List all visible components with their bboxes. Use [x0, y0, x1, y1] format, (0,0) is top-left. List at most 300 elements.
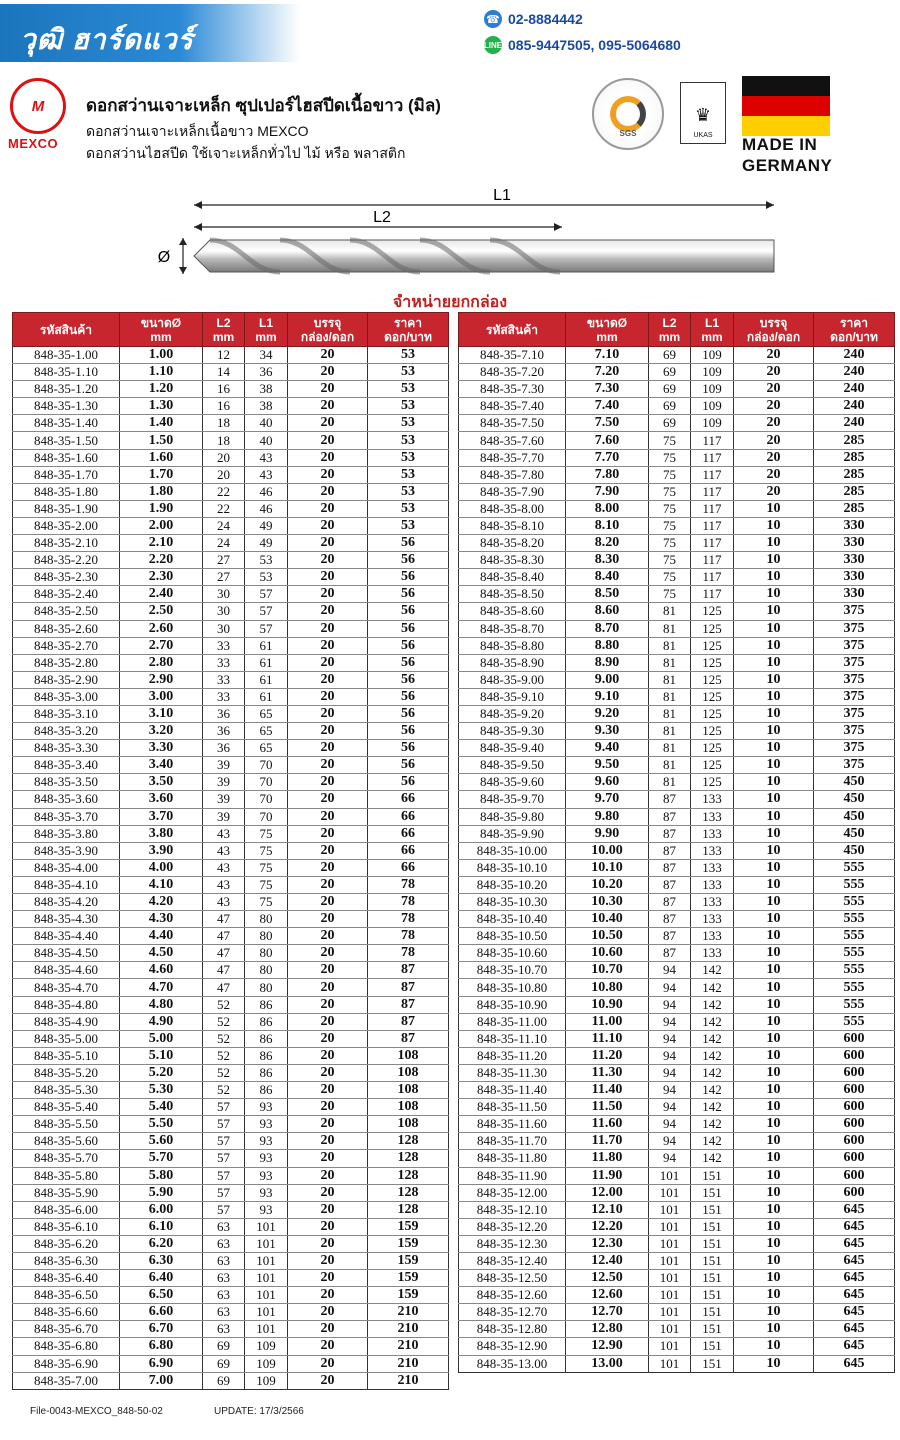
col-l2: L2 mm [203, 313, 245, 347]
cell-price: 375 [814, 688, 895, 705]
cell-code: 848-35-7.50 [459, 415, 566, 432]
table-row [459, 1201, 895, 1218]
cell-price: 87 [368, 979, 449, 996]
cell-pack: 10 [734, 535, 814, 552]
cell-code: 848-35-6.00 [13, 1201, 120, 1218]
cell-l1: 109 [691, 381, 734, 398]
table-row [13, 1082, 449, 1099]
cell-size: 6.10 [120, 1218, 203, 1235]
cell-pack: 20 [288, 1338, 368, 1355]
cell-price: 555 [814, 859, 895, 876]
cell-price: 375 [814, 723, 895, 740]
table-row [13, 979, 449, 996]
cell-l2: 43 [203, 859, 245, 876]
cell-price: 53 [368, 517, 449, 534]
cell-l1: 125 [691, 603, 734, 620]
cell-l1: 151 [691, 1355, 734, 1372]
table-row [459, 1235, 895, 1252]
cell-price: 159 [368, 1270, 449, 1287]
l2-label: L2 [373, 209, 391, 226]
cell-l1: 86 [245, 1064, 288, 1081]
cell-price: 555 [814, 996, 895, 1013]
cell-l1: 61 [245, 637, 288, 654]
table-row [13, 671, 449, 688]
cell-price: 645 [814, 1287, 895, 1304]
cell-code: 848-35-11.20 [459, 1047, 566, 1064]
cell-size: 12.90 [566, 1338, 649, 1355]
cell-l1: 101 [245, 1270, 288, 1287]
col-code: รหัสสินค้า [459, 313, 566, 347]
cell-code: 848-35-8.00 [459, 500, 566, 517]
cell-l2: 36 [203, 740, 245, 757]
col-size: ขนาดØ mm [566, 313, 649, 347]
cell-price: 450 [814, 842, 895, 859]
cell-price: 450 [814, 825, 895, 842]
cell-code: 848-35-2.80 [13, 654, 120, 671]
cell-price: 330 [814, 517, 895, 534]
cell-l1: 151 [691, 1218, 734, 1235]
cell-code: 848-35-10.00 [459, 842, 566, 859]
cell-code: 848-35-7.20 [459, 364, 566, 381]
table-row [13, 859, 449, 876]
table-row [13, 603, 449, 620]
cell-code: 848-35-4.90 [13, 1013, 120, 1030]
cell-pack: 20 [288, 449, 368, 466]
cell-price: 210 [368, 1338, 449, 1355]
cell-l1: 101 [245, 1218, 288, 1235]
cell-price: 56 [368, 740, 449, 757]
cell-price: 159 [368, 1287, 449, 1304]
cell-size: 1.00 [120, 347, 203, 364]
table-row [13, 1099, 449, 1116]
cell-code: 848-35-10.80 [459, 979, 566, 996]
cell-l2: 24 [203, 535, 245, 552]
cell-price: 375 [814, 740, 895, 757]
cell-pack: 10 [734, 808, 814, 825]
cell-l1: 117 [691, 552, 734, 569]
table-row [459, 774, 895, 791]
germany-flag-icon [742, 76, 830, 136]
cell-size: 7.80 [566, 466, 649, 483]
cell-code: 848-35-7.10 [459, 347, 566, 364]
cell-price: 555 [814, 928, 895, 945]
cell-code: 848-35-12.00 [459, 1184, 566, 1201]
cell-price: 555 [814, 979, 895, 996]
cell-size: 8.10 [566, 517, 649, 534]
cell-l1: 109 [245, 1372, 288, 1389]
cell-l1: 93 [245, 1201, 288, 1218]
cell-price: 600 [814, 1047, 895, 1064]
cell-size: 10.60 [566, 945, 649, 962]
cell-code: 848-35-12.90 [459, 1338, 566, 1355]
cell-size: 6.20 [120, 1235, 203, 1252]
cell-size: 11.10 [566, 1030, 649, 1047]
cell-l2: 81 [649, 654, 691, 671]
cell-size: 5.80 [120, 1167, 203, 1184]
cell-price: 56 [368, 552, 449, 569]
cell-size: 10.40 [566, 911, 649, 928]
cell-price: 56 [368, 757, 449, 774]
col-code: รหัสสินค้า [13, 313, 120, 347]
cell-size: 7.60 [566, 432, 649, 449]
cell-size: 6.90 [120, 1355, 203, 1372]
cell-l2: 12 [203, 347, 245, 364]
cell-pack: 20 [288, 1167, 368, 1184]
cell-price: 600 [814, 1030, 895, 1047]
cell-size: 10.10 [566, 859, 649, 876]
cell-code: 848-35-2.00 [13, 517, 120, 534]
cell-price: 210 [368, 1355, 449, 1372]
table-row [13, 1372, 449, 1389]
cell-code: 848-35-7.70 [459, 449, 566, 466]
cell-pack: 20 [734, 398, 814, 415]
table-row [13, 347, 449, 364]
cell-l2: 36 [203, 705, 245, 722]
cell-price: 285 [814, 500, 895, 517]
cell-pack: 10 [734, 1064, 814, 1081]
cell-l2: 33 [203, 654, 245, 671]
cell-l2: 81 [649, 757, 691, 774]
cell-size: 12.40 [566, 1252, 649, 1269]
table-row [459, 603, 895, 620]
cell-price: 600 [814, 1082, 895, 1099]
cell-code: 848-35-1.20 [13, 381, 120, 398]
cell-size: 9.10 [566, 688, 649, 705]
table-row [459, 586, 895, 603]
cell-price: 375 [814, 637, 895, 654]
footer-file-id: File-0043-MEXCO_848-50-02 [30, 1406, 163, 1417]
cell-size: 1.60 [120, 449, 203, 466]
table-row [459, 364, 895, 381]
cell-price: 53 [368, 347, 449, 364]
cell-pack: 20 [734, 364, 814, 381]
cell-pack: 10 [734, 1082, 814, 1099]
diameter-label: Ø [157, 249, 171, 266]
cell-l2: 63 [203, 1218, 245, 1235]
cell-price: 66 [368, 808, 449, 825]
table-row [459, 552, 895, 569]
line-contact[interactable] [484, 36, 681, 54]
cell-size: 9.90 [566, 825, 649, 842]
cell-size: 6.50 [120, 1287, 203, 1304]
cell-l2: 30 [203, 620, 245, 637]
cell-price: 600 [814, 1167, 895, 1184]
cell-l1: 70 [245, 808, 288, 825]
cell-size: 3.70 [120, 808, 203, 825]
table-row [13, 791, 449, 808]
cell-l2: 57 [203, 1167, 245, 1184]
line-icon: LINE [484, 36, 502, 54]
cell-price: 87 [368, 1030, 449, 1047]
cell-l2: 20 [203, 449, 245, 466]
cell-size: 4.10 [120, 876, 203, 893]
cell-l1: 75 [245, 842, 288, 859]
cell-l1: 151 [691, 1338, 734, 1355]
cell-pack: 20 [288, 774, 368, 791]
table-row [459, 1133, 895, 1150]
cell-price: 555 [814, 911, 895, 928]
cell-price: 53 [368, 364, 449, 381]
cell-size: 1.50 [120, 432, 203, 449]
table-header [459, 313, 895, 347]
cell-pack: 10 [734, 979, 814, 996]
cell-size: 8.50 [566, 586, 649, 603]
cell-code: 848-35-9.60 [459, 774, 566, 791]
cell-size: 3.90 [120, 842, 203, 859]
table-row [13, 1030, 449, 1047]
cell-l2: 94 [649, 996, 691, 1013]
cell-l2: 94 [649, 962, 691, 979]
table-row [459, 1030, 895, 1047]
cell-pack: 20 [288, 859, 368, 876]
cell-price: 56 [368, 603, 449, 620]
cell-l1: 125 [691, 654, 734, 671]
cell-l2: 39 [203, 774, 245, 791]
cell-code: 848-35-12.40 [459, 1252, 566, 1269]
cell-size: 9.60 [566, 774, 649, 791]
cell-price: 375 [814, 671, 895, 688]
cell-l2: 101 [649, 1270, 691, 1287]
cell-price: 87 [368, 962, 449, 979]
cell-size: 7.30 [566, 381, 649, 398]
cell-price: 555 [814, 894, 895, 911]
cell-size: 6.60 [120, 1304, 203, 1321]
cell-pack: 20 [288, 569, 368, 586]
table-row [13, 364, 449, 381]
cell-l1: 101 [245, 1287, 288, 1304]
cell-l1: 151 [691, 1321, 734, 1338]
col-l1: L1 mm [691, 313, 734, 347]
cell-size: 2.30 [120, 569, 203, 586]
cell-code: 848-35-2.90 [13, 671, 120, 688]
cell-l1: 151 [691, 1184, 734, 1201]
cell-size: 5.60 [120, 1133, 203, 1150]
cell-pack: 10 [734, 603, 814, 620]
cell-code: 848-35-1.90 [13, 500, 120, 517]
cell-l2: 39 [203, 757, 245, 774]
cell-price: 78 [368, 894, 449, 911]
cell-l2: 81 [649, 705, 691, 722]
cell-size: 6.80 [120, 1338, 203, 1355]
cell-size: 8.60 [566, 603, 649, 620]
cell-pack: 20 [288, 962, 368, 979]
cell-size: 2.60 [120, 620, 203, 637]
cell-size: 8.00 [566, 500, 649, 517]
cell-pack: 20 [288, 552, 368, 569]
table-row [459, 1082, 895, 1099]
sale-by-box-title: จำหน่ายยกกล่อง [392, 294, 508, 311]
cell-pack: 20 [288, 381, 368, 398]
cell-l2: 14 [203, 364, 245, 381]
cell-code: 848-35-11.80 [459, 1150, 566, 1167]
phone-icon: ☎ [484, 10, 502, 28]
price-table-left [12, 312, 449, 1390]
cell-l1: 57 [245, 586, 288, 603]
table-row [459, 569, 895, 586]
cell-pack: 20 [288, 688, 368, 705]
cell-l2: 16 [203, 381, 245, 398]
cell-pack: 20 [288, 1116, 368, 1133]
cell-code: 848-35-11.90 [459, 1167, 566, 1184]
cell-pack: 20 [288, 723, 368, 740]
cell-code: 848-35-9.40 [459, 740, 566, 757]
cell-l1: 142 [691, 1047, 734, 1064]
cell-size: 7.20 [566, 364, 649, 381]
cell-size: 12.10 [566, 1201, 649, 1218]
col-l1: L1 mm [245, 313, 288, 347]
cell-pack: 20 [288, 483, 368, 500]
cell-l1: 86 [245, 1013, 288, 1030]
cell-code: 848-35-1.80 [13, 483, 120, 500]
cell-l2: 81 [649, 603, 691, 620]
cell-l2: 63 [203, 1235, 245, 1252]
cell-pack: 20 [288, 637, 368, 654]
cell-price: 375 [814, 620, 895, 637]
cell-pack: 10 [734, 791, 814, 808]
cell-l1: 36 [245, 364, 288, 381]
cell-size: 3.10 [120, 705, 203, 722]
cell-l1: 101 [245, 1304, 288, 1321]
cell-code: 848-35-2.70 [13, 637, 120, 654]
cell-price: 53 [368, 415, 449, 432]
cell-pack: 10 [734, 1116, 814, 1133]
table-row [459, 1167, 895, 1184]
cell-l2: 69 [649, 415, 691, 432]
cell-code: 848-35-11.10 [459, 1030, 566, 1047]
cell-pack: 20 [288, 1270, 368, 1287]
cell-code: 848-35-10.20 [459, 876, 566, 893]
cell-l2: 94 [649, 1030, 691, 1047]
table-row [459, 1184, 895, 1201]
cell-pack: 20 [288, 603, 368, 620]
cell-pack: 10 [734, 552, 814, 569]
cell-code: 848-35-1.40 [13, 415, 120, 432]
cell-l2: 101 [649, 1355, 691, 1372]
cell-l2: 52 [203, 1064, 245, 1081]
col-price: ราคา ดอก/บาท [814, 313, 895, 347]
table-row [13, 911, 449, 928]
cell-l1: 101 [245, 1252, 288, 1269]
table-row [459, 979, 895, 996]
cell-price: 159 [368, 1235, 449, 1252]
cell-price: 66 [368, 842, 449, 859]
cell-size: 11.90 [566, 1167, 649, 1184]
cell-pack: 20 [288, 1013, 368, 1030]
cell-l2: 87 [649, 825, 691, 842]
cell-price: 87 [368, 1013, 449, 1030]
cell-code: 848-35-3.90 [13, 842, 120, 859]
cell-l2: 33 [203, 671, 245, 688]
product-title: ดอกสว่านเจาะเหล็ก ซุปเปอร์ไฮสปีดเนื้อขาว (มิล) [86, 96, 441, 115]
cell-l2: 57 [203, 1116, 245, 1133]
cell-price: 240 [814, 398, 895, 415]
table-row [13, 842, 449, 859]
table-row [13, 1150, 449, 1167]
cell-l1: 101 [245, 1321, 288, 1338]
cell-l2: 87 [649, 842, 691, 859]
cell-l2: 69 [203, 1372, 245, 1389]
cell-code: 848-35-4.30 [13, 911, 120, 928]
cell-l1: 125 [691, 671, 734, 688]
cell-price: 66 [368, 825, 449, 842]
cell-l2: 101 [649, 1235, 691, 1252]
cell-l2: 22 [203, 483, 245, 500]
mexco-logo [8, 78, 74, 156]
cell-code: 848-35-8.80 [459, 637, 566, 654]
cell-l1: 142 [691, 1150, 734, 1167]
cell-l1: 53 [245, 569, 288, 586]
cell-size: 4.50 [120, 945, 203, 962]
cell-l2: 47 [203, 962, 245, 979]
cell-size: 9.30 [566, 723, 649, 740]
cell-pack: 20 [288, 466, 368, 483]
cell-price: 159 [368, 1252, 449, 1269]
cell-code: 848-35-3.20 [13, 723, 120, 740]
cell-pack: 20 [288, 517, 368, 534]
cell-size: 11.70 [566, 1133, 649, 1150]
cell-code: 848-35-10.30 [459, 894, 566, 911]
cell-size: 3.20 [120, 723, 203, 740]
cell-price: 645 [814, 1338, 895, 1355]
cell-price: 128 [368, 1201, 449, 1218]
cell-code: 848-35-5.90 [13, 1184, 120, 1201]
cell-l2: 94 [649, 979, 691, 996]
table-body [13, 347, 449, 1390]
cell-code: 848-35-2.20 [13, 552, 120, 569]
cell-l1: 65 [245, 740, 288, 757]
cell-l1: 151 [691, 1304, 734, 1321]
cell-l1: 125 [691, 637, 734, 654]
cell-l1: 70 [245, 757, 288, 774]
footer-update-date: UPDATE: 17/3/2566 [214, 1406, 304, 1417]
table-row [13, 449, 449, 466]
cell-size: 4.90 [120, 1013, 203, 1030]
cell-size: 12.30 [566, 1235, 649, 1252]
cell-size: 5.20 [120, 1064, 203, 1081]
cell-code: 848-35-4.70 [13, 979, 120, 996]
cell-l1: 93 [245, 1116, 288, 1133]
cell-size: 5.40 [120, 1099, 203, 1116]
cell-l2: 75 [649, 500, 691, 517]
cell-size: 3.60 [120, 791, 203, 808]
cell-code: 848-35-1.50 [13, 432, 120, 449]
cell-size: 1.90 [120, 500, 203, 517]
cell-pack: 10 [734, 1270, 814, 1287]
cell-price: 600 [814, 1184, 895, 1201]
cell-price: 555 [814, 1013, 895, 1030]
cell-l2: 27 [203, 569, 245, 586]
crown-icon: ♛ [694, 105, 712, 125]
cell-code: 848-35-3.00 [13, 688, 120, 705]
table-row [459, 654, 895, 671]
cell-pack: 20 [288, 398, 368, 415]
cell-price: 108 [368, 1099, 449, 1116]
cell-pack: 20 [288, 654, 368, 671]
cell-pack: 20 [734, 347, 814, 364]
cell-code: 848-35-3.30 [13, 740, 120, 757]
cell-l1: 117 [691, 535, 734, 552]
cell-code: 848-35-1.00 [13, 347, 120, 364]
cell-l1: 125 [691, 774, 734, 791]
phone-contact[interactable] [484, 10, 583, 28]
cell-l1: 75 [245, 859, 288, 876]
cell-l2: 24 [203, 517, 245, 534]
cell-size: 7.90 [566, 483, 649, 500]
cell-l1: 93 [245, 1099, 288, 1116]
cell-l1: 86 [245, 996, 288, 1013]
cell-size: 6.30 [120, 1252, 203, 1269]
cell-l1: 93 [245, 1133, 288, 1150]
